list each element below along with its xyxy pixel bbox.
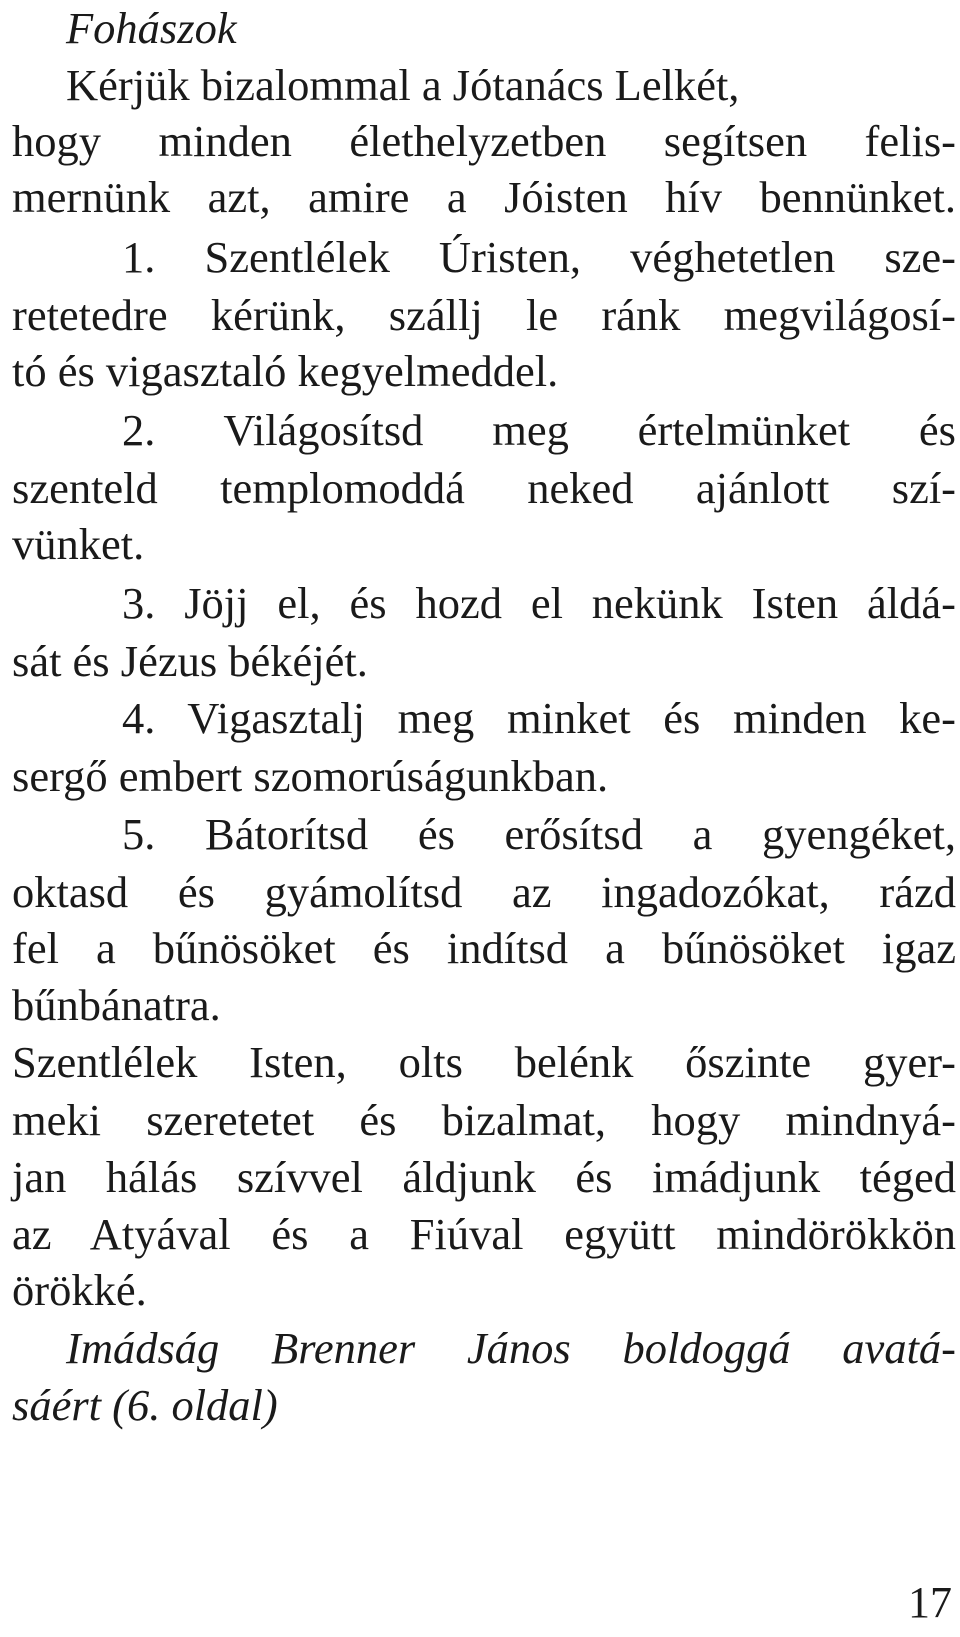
text-line: oktasd és gyámolítsd az ingadozókat, rázd xyxy=(12,867,956,917)
text-line: örökké. xyxy=(12,1265,147,1315)
text-line: 1. Szentlélek Úristen, véghetetlen sze- xyxy=(122,232,956,282)
source-note: sáért (6. oldal) xyxy=(12,1380,278,1430)
text-line: szenteld templomoddá neked ajánlott szí- xyxy=(12,463,956,513)
text-line: hogy minden élethelyzetben segítsen felis- xyxy=(12,116,956,166)
text-line: az Atyával és a Fiúval együtt mindörökkön xyxy=(12,1209,956,1259)
text-line: 3. Jöjj el, és hozd el nekünk Isten áldá- xyxy=(122,578,956,628)
source-note: Imádság Brenner János boldoggá avatá- xyxy=(66,1323,956,1373)
text-line: sergő embert szomorúságunkban. xyxy=(12,751,609,801)
section-heading: Fohászok xyxy=(66,3,237,53)
text-line: Kérjük bizalommal a Jótanács Lelkét, xyxy=(66,60,740,110)
text-line: 4. Vigasztalj meg minket és minden ke- xyxy=(122,693,956,743)
text-line: 5. Bátorítsd és erősítsd a gyengéket, xyxy=(122,809,956,859)
page-number: 17 xyxy=(908,1578,952,1627)
text-line: Szentlélek Isten, olts belénk őszinte gyer- xyxy=(12,1037,956,1087)
text-line: sát és Jézus békéjét. xyxy=(12,636,368,686)
text-line: 2. Világosítsd meg értelmünket és xyxy=(122,405,956,455)
text-line: meki szeretetet és bizalmat, hogy mindnyá- xyxy=(12,1095,956,1145)
text-line: fel a bűnösöket és indítsd a bűnösöket igaz xyxy=(12,923,956,973)
text-line: retetedre kérünk, szállj le ránk megvilágosí- xyxy=(12,290,956,340)
text-line: jan hálás szívvel áldjunk és imádjunk téged xyxy=(12,1152,956,1202)
text-line: mernünk azt, amire a Jóisten hív bennünket. xyxy=(12,172,956,222)
text-line: bűnbánatra. xyxy=(12,980,221,1030)
text-line: tó és vigasztaló kegyelmeddel. xyxy=(12,346,559,396)
text-line: vünket. xyxy=(12,519,145,569)
